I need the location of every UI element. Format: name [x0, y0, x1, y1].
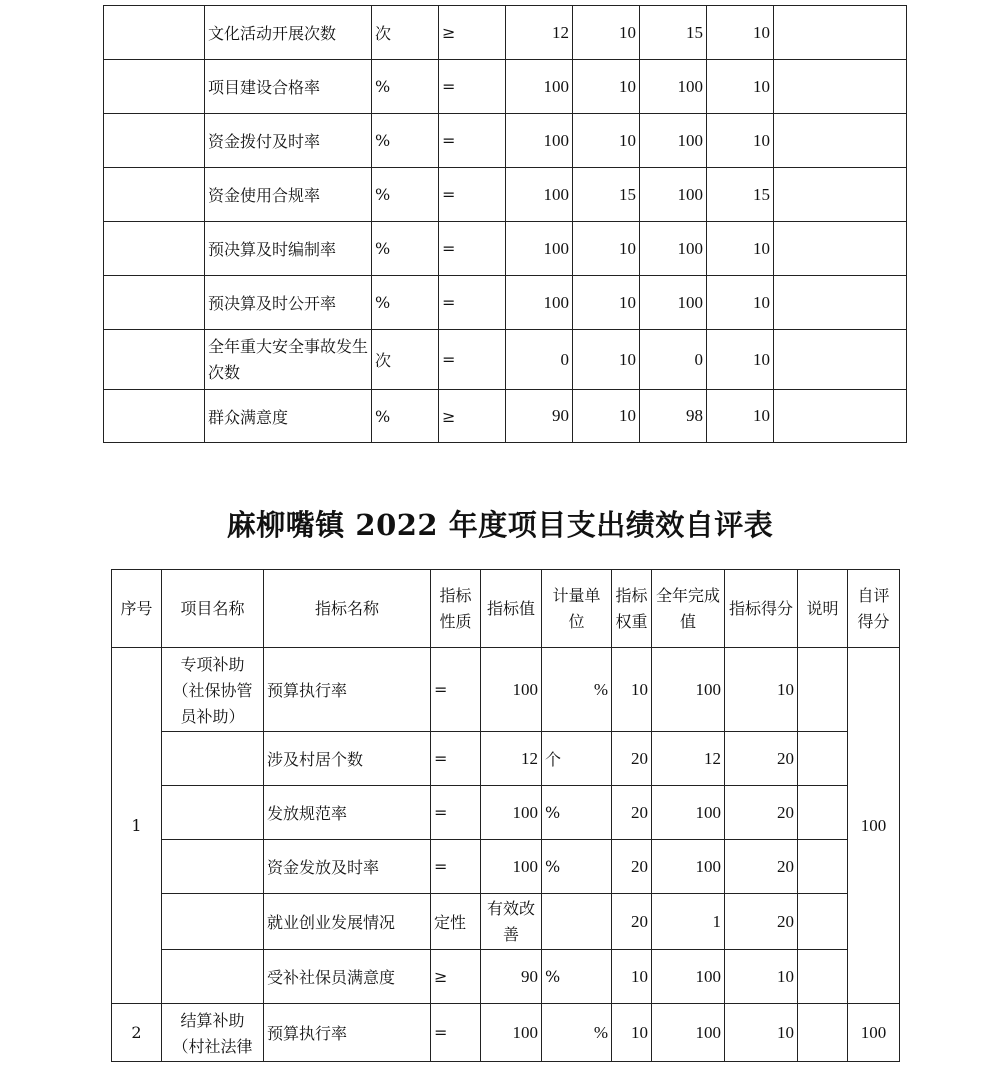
- actual-cell: 100: [640, 168, 707, 222]
- score-cell: 10: [707, 390, 774, 443]
- operator-cell: =: [439, 114, 506, 168]
- blank-cell: [774, 330, 907, 390]
- table-row: [104, 222, 907, 276]
- indicator-name: 涉及村居个数: [264, 732, 431, 786]
- score-cell: 10: [707, 330, 774, 390]
- actual-cell: 100: [640, 114, 707, 168]
- target-cell: 100: [506, 276, 573, 330]
- value-cell: 100: [481, 786, 542, 840]
- table-row: [104, 114, 907, 168]
- value-cell: 12: [481, 732, 542, 786]
- actual-cell: 0: [640, 330, 707, 390]
- indicator-name: 预决算及时编制率: [205, 222, 372, 276]
- score-cell: 20: [725, 786, 798, 840]
- header-self-score: 自评得分: [848, 570, 900, 648]
- score-cell: 20: [725, 840, 798, 894]
- unit-cell: %: [542, 1004, 612, 1062]
- weight-cell: 10: [612, 648, 652, 732]
- self-score-cell: 100: [848, 1004, 900, 1062]
- actual-cell: 100: [652, 648, 725, 732]
- unit-cell: %: [372, 390, 439, 443]
- project-name: 专项补助（社保协管员补助）: [162, 648, 264, 732]
- weight-cell: 10: [573, 390, 640, 443]
- project-name-blank: [162, 786, 264, 840]
- score-cell: 10: [707, 114, 774, 168]
- project-name-blank: [162, 894, 264, 950]
- blank-cell: [774, 6, 907, 60]
- note-cell: [798, 894, 848, 950]
- note-cell: [798, 840, 848, 894]
- score-cell: 20: [725, 732, 798, 786]
- project-name: 结算补助（村社法律: [162, 1004, 264, 1062]
- table-row: [104, 168, 907, 222]
- nature-cell: =: [431, 732, 481, 786]
- indicator-name: 项目建设合格率: [205, 60, 372, 114]
- header-score: 指标得分: [725, 570, 798, 648]
- table-row: [112, 786, 900, 840]
- weight-cell: 15: [573, 168, 640, 222]
- operator-cell: =: [439, 276, 506, 330]
- nature-cell: =: [431, 840, 481, 894]
- header-unit: 计量单位: [542, 570, 612, 648]
- table-row: [104, 60, 907, 114]
- unit-cell: %: [542, 786, 612, 840]
- table-row: [104, 6, 907, 60]
- table-row: [112, 950, 900, 1004]
- target-cell: 100: [506, 168, 573, 222]
- operator-cell: ≥: [439, 390, 506, 443]
- unit-cell: 次: [372, 330, 439, 390]
- unit-cell: %: [372, 60, 439, 114]
- value-cell: 100: [481, 648, 542, 732]
- indicator-name: 全年重大安全事故发生次数: [205, 330, 372, 390]
- indicator-name: 资金拨付及时率: [205, 114, 372, 168]
- blank-cell: [104, 276, 205, 330]
- blank-cell: [104, 330, 205, 390]
- seq-cell: 1: [112, 648, 162, 1004]
- actual-cell: 1: [652, 894, 725, 950]
- page-title: 麻柳嘴镇 2022 年度项目支出绩效自评表: [226, 508, 774, 542]
- project-name-blank: [162, 950, 264, 1004]
- blank-cell: [774, 390, 907, 443]
- operator-cell: =: [439, 168, 506, 222]
- note-cell: [798, 648, 848, 732]
- weight-cell: 20: [612, 732, 652, 786]
- nature-cell: =: [431, 786, 481, 840]
- unit-cell: [542, 894, 612, 950]
- actual-cell: 100: [652, 840, 725, 894]
- note-cell: [798, 732, 848, 786]
- operator-cell: ≥: [439, 6, 506, 60]
- actual-cell: 100: [652, 950, 725, 1004]
- header-note: 说明: [798, 570, 848, 648]
- blank-cell: [104, 168, 205, 222]
- operator-cell: =: [439, 222, 506, 276]
- actual-cell: 100: [640, 222, 707, 276]
- note-cell: [798, 1004, 848, 1062]
- weight-cell: 20: [612, 840, 652, 894]
- score-cell: 10: [725, 648, 798, 732]
- value-cell: 100: [481, 840, 542, 894]
- actual-cell: 12: [652, 732, 725, 786]
- value-cell: 有效改善: [481, 894, 542, 950]
- blank-cell: [104, 6, 205, 60]
- unit-cell: %: [372, 114, 439, 168]
- unit-cell: 个: [542, 732, 612, 786]
- target-cell: 100: [506, 60, 573, 114]
- weight-cell: 10: [573, 276, 640, 330]
- value-cell: 90: [481, 950, 542, 1004]
- table-row: [104, 390, 907, 443]
- blank-cell: [774, 276, 907, 330]
- table-row: [112, 732, 900, 786]
- header-project: 项目名称: [162, 570, 264, 648]
- header-value: 指标值: [481, 570, 542, 648]
- target-cell: 100: [506, 114, 573, 168]
- blank-cell: [104, 390, 205, 443]
- header-seq: 序号: [112, 570, 162, 648]
- indicator-name: 预决算及时公开率: [205, 276, 372, 330]
- note-cell: [798, 786, 848, 840]
- table-row: [112, 648, 900, 732]
- self-score-cell: 100: [848, 648, 900, 1004]
- project-name-blank: [162, 732, 264, 786]
- blank-cell: [104, 114, 205, 168]
- table-row: [112, 1004, 900, 1062]
- unit-cell: 次: [372, 6, 439, 60]
- indicator-name: 资金发放及时率: [264, 840, 431, 894]
- header-nature: 指标性质: [431, 570, 481, 648]
- weight-cell: 10: [612, 950, 652, 1004]
- unit-cell: %: [542, 648, 612, 732]
- unit-cell: %: [542, 950, 612, 1004]
- blank-cell: [774, 168, 907, 222]
- project-name-blank: [162, 840, 264, 894]
- header-weight: 指标权重: [612, 570, 652, 648]
- operator-cell: =: [439, 330, 506, 390]
- actual-cell: 100: [640, 60, 707, 114]
- actual-cell: 15: [640, 6, 707, 60]
- score-cell: 10: [725, 1004, 798, 1062]
- target-cell: 12: [506, 6, 573, 60]
- score-cell: 20: [725, 894, 798, 950]
- performance-table-main: [111, 569, 900, 1062]
- unit-cell: %: [372, 168, 439, 222]
- indicator-name: 就业创业发展情况: [264, 894, 431, 950]
- weight-cell: 10: [573, 114, 640, 168]
- nature-cell: 定性: [431, 894, 481, 950]
- indicator-name: 文化活动开展次数: [205, 6, 372, 60]
- performance-table-top: [103, 5, 907, 443]
- target-cell: 90: [506, 390, 573, 443]
- note-cell: [798, 950, 848, 1004]
- table-row: [104, 330, 907, 390]
- unit-cell: %: [372, 222, 439, 276]
- weight-cell: 10: [573, 330, 640, 390]
- weight-cell: 10: [612, 1004, 652, 1062]
- blank-cell: [104, 60, 205, 114]
- seq-cell: 2: [112, 1004, 162, 1062]
- actual-cell: 98: [640, 390, 707, 443]
- actual-cell: 100: [640, 276, 707, 330]
- blank-cell: [774, 114, 907, 168]
- operator-cell: =: [439, 60, 506, 114]
- weight-cell: 10: [573, 222, 640, 276]
- unit-cell: %: [372, 276, 439, 330]
- weight-cell: 10: [573, 60, 640, 114]
- weight-cell: 20: [612, 786, 652, 840]
- table-row: [112, 840, 900, 894]
- header-row: [112, 570, 900, 648]
- blank-cell: [104, 222, 205, 276]
- table-row: [104, 276, 907, 330]
- weight-cell: 20: [612, 894, 652, 950]
- nature-cell: =: [431, 1004, 481, 1062]
- unit-cell: %: [542, 840, 612, 894]
- target-cell: 100: [506, 222, 573, 276]
- score-cell: 10: [707, 222, 774, 276]
- score-cell: 10: [725, 950, 798, 1004]
- indicator-name: 群众满意度: [205, 390, 372, 443]
- indicator-name: 资金使用合规率: [205, 168, 372, 222]
- indicator-name: 发放规范率: [264, 786, 431, 840]
- score-cell: 10: [707, 60, 774, 114]
- nature-cell: ≥: [431, 950, 481, 1004]
- indicator-name: 受补社保员满意度: [264, 950, 431, 1004]
- nature-cell: =: [431, 648, 481, 732]
- target-cell: 0: [506, 330, 573, 390]
- table-row: [112, 894, 900, 950]
- score-cell: 10: [707, 6, 774, 60]
- actual-cell: 100: [652, 1004, 725, 1062]
- score-cell: 10: [707, 276, 774, 330]
- header-indicator: 指标名称: [264, 570, 431, 648]
- actual-cell: 100: [652, 786, 725, 840]
- header-actual: 全年完成值: [652, 570, 725, 648]
- score-cell: 15: [707, 168, 774, 222]
- indicator-name: 预算执行率: [264, 648, 431, 732]
- blank-cell: [774, 222, 907, 276]
- blank-cell: [774, 60, 907, 114]
- value-cell: 100: [481, 1004, 542, 1062]
- weight-cell: 10: [573, 6, 640, 60]
- indicator-name: 预算执行率: [264, 1004, 431, 1062]
